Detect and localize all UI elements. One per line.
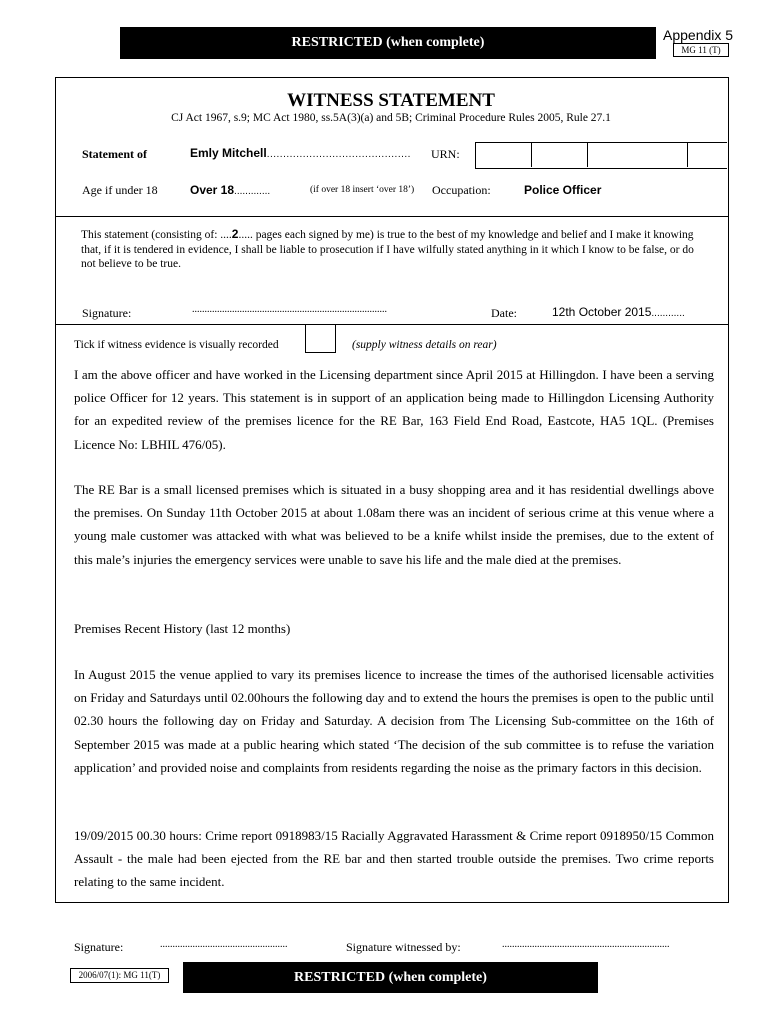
age-note: (if over 18 insert ‘over 18’)	[310, 185, 415, 195]
footer-witnessed-line[interactable]: ...................................................................	[502, 939, 670, 950]
page-title: WITNESS STATEMENT	[287, 90, 495, 111]
footer-code-box	[70, 968, 169, 983]
age-dots: .............	[234, 186, 271, 197]
footer-signature-label: Signature:	[74, 940, 124, 954]
statement-paragraph-2: The RE Bar is a small licensed premises which is situated in a busy shopping area and it has residential dwellings above the premises. On Sunday 11th October 2015 at about 1.08am there was an incident of serious crime at this venue where a young male customer was attacked with what was believed to be a knife whilst inside the premises, due to the extent of this male’s injuries the emergency services were unable to save his life and the male died at the premises.	[74, 482, 714, 567]
statement-of-value: Emly Mitchell	[190, 146, 267, 160]
statement-of-label: Statement of	[82, 147, 147, 161]
urn-boxes[interactable]	[475, 142, 727, 169]
urn-divider	[587, 143, 588, 167]
date-dots: ............	[651, 308, 685, 319]
urn-label: URN:	[431, 147, 460, 161]
occupation-value[interactable]: Police Officer	[524, 183, 602, 197]
age-field[interactable]	[190, 183, 270, 197]
restricted-banner-bottom	[183, 962, 598, 993]
declaration-pages: 2	[231, 227, 239, 241]
appendix-label: Appendix 5	[663, 27, 734, 43]
statement-paragraph-1: I am the above officer and have worked in the Licensing department since April 2015 at Hillingdon. I have been a serving police Officer for 12 years. This statement is in support of an application being made to Hillingdon Licensing Authority for an expedited review of the premises licence for the RE Bar, 163 Field End Road, Eastcote, HA5 1QL. (Premises Licence No: LBHIL 476/05).	[74, 367, 714, 452]
divider	[55, 324, 729, 325]
statement-paragraph-4: In August 2015 the venue applied to vary its premises licence to increase the times of the authorised licensable activities on Friday and Saturdays until 02.00hours the following day and to extend the hours the premises is open to the public until 02.30 hours the following day on Friday and Saturday. A decision from The Licensing Sub-committee on the 16th of September 2015 was made at a public hearing which stated ‘The decision of the sub committee is to refuse the variation application’ and provided noise and complaints from residents regarding the noise as the primary factors in this decision.	[74, 667, 714, 775]
footer-code: 2006/07(1): MG 11(T)	[78, 970, 161, 980]
statement-of-dots: ............................................	[266, 149, 411, 160]
statement-paragraph-3: Premises Recent History (last 12 months)	[74, 621, 291, 636]
tick-note: (supply witness details on rear)	[352, 339, 497, 351]
declaration	[81, 227, 703, 272]
age-value: Over 18	[190, 183, 235, 197]
restricted-banner-bottom-text: RESTRICTED (when complete)	[294, 969, 487, 985]
footer-signature-line[interactable]: ...................................................	[160, 939, 288, 950]
visually-recorded-checkbox[interactable]	[305, 324, 336, 353]
form-code-box	[673, 43, 729, 57]
date-label: Date:	[491, 306, 517, 320]
form-code: MG 11 (T)	[681, 45, 721, 55]
footer-witnessed-label: Signature witnessed by:	[346, 940, 461, 954]
signature-line[interactable]: ..............................................................................	[192, 304, 387, 315]
restricted-banner-top-text: RESTRICTED (when complete)	[291, 35, 485, 50]
declaration-pre: This statement (consisting of: ....	[81, 229, 232, 241]
statement-paragraph-5: 19/09/2015 00.30 hours: Crime report 0918983/15 Racially Aggravated Harassment & Crime report 0918950/15 Common Assault - the male had been ejected from the RE bar and then started trouble outside the premises. Two crime reports relating to the same incident.	[74, 828, 714, 890]
occupation-label: Occupation:	[432, 183, 491, 197]
age-label: Age if under 18	[82, 183, 158, 197]
page-subtitle: CJ Act 1967, s.9; MC Act 1980, ss.5A(3)(a) and 5B; Criminal Procedure Rules 2005, Rule 27.1	[171, 112, 611, 124]
date-field[interactable]	[552, 305, 685, 319]
urn-divider	[687, 143, 688, 167]
restricted-banner-top	[120, 27, 656, 59]
statement-of-field[interactable]	[190, 146, 411, 160]
urn-divider	[531, 143, 532, 167]
tick-label: Tick if witness evidence is visually recorded	[74, 339, 279, 351]
date-value: 12th October 2015	[552, 305, 652, 319]
declaration-post: ..... pages each signed by me) is true to the best of my knowledge and belief and I make it knowing that, if it is tendered in evidence, I shall be liable to prosecution if I have wilfully stated anything in it which I know to be false, or do not believe to be true.	[81, 229, 694, 270]
signature-label: Signature:	[82, 306, 132, 320]
divider	[55, 216, 729, 217]
